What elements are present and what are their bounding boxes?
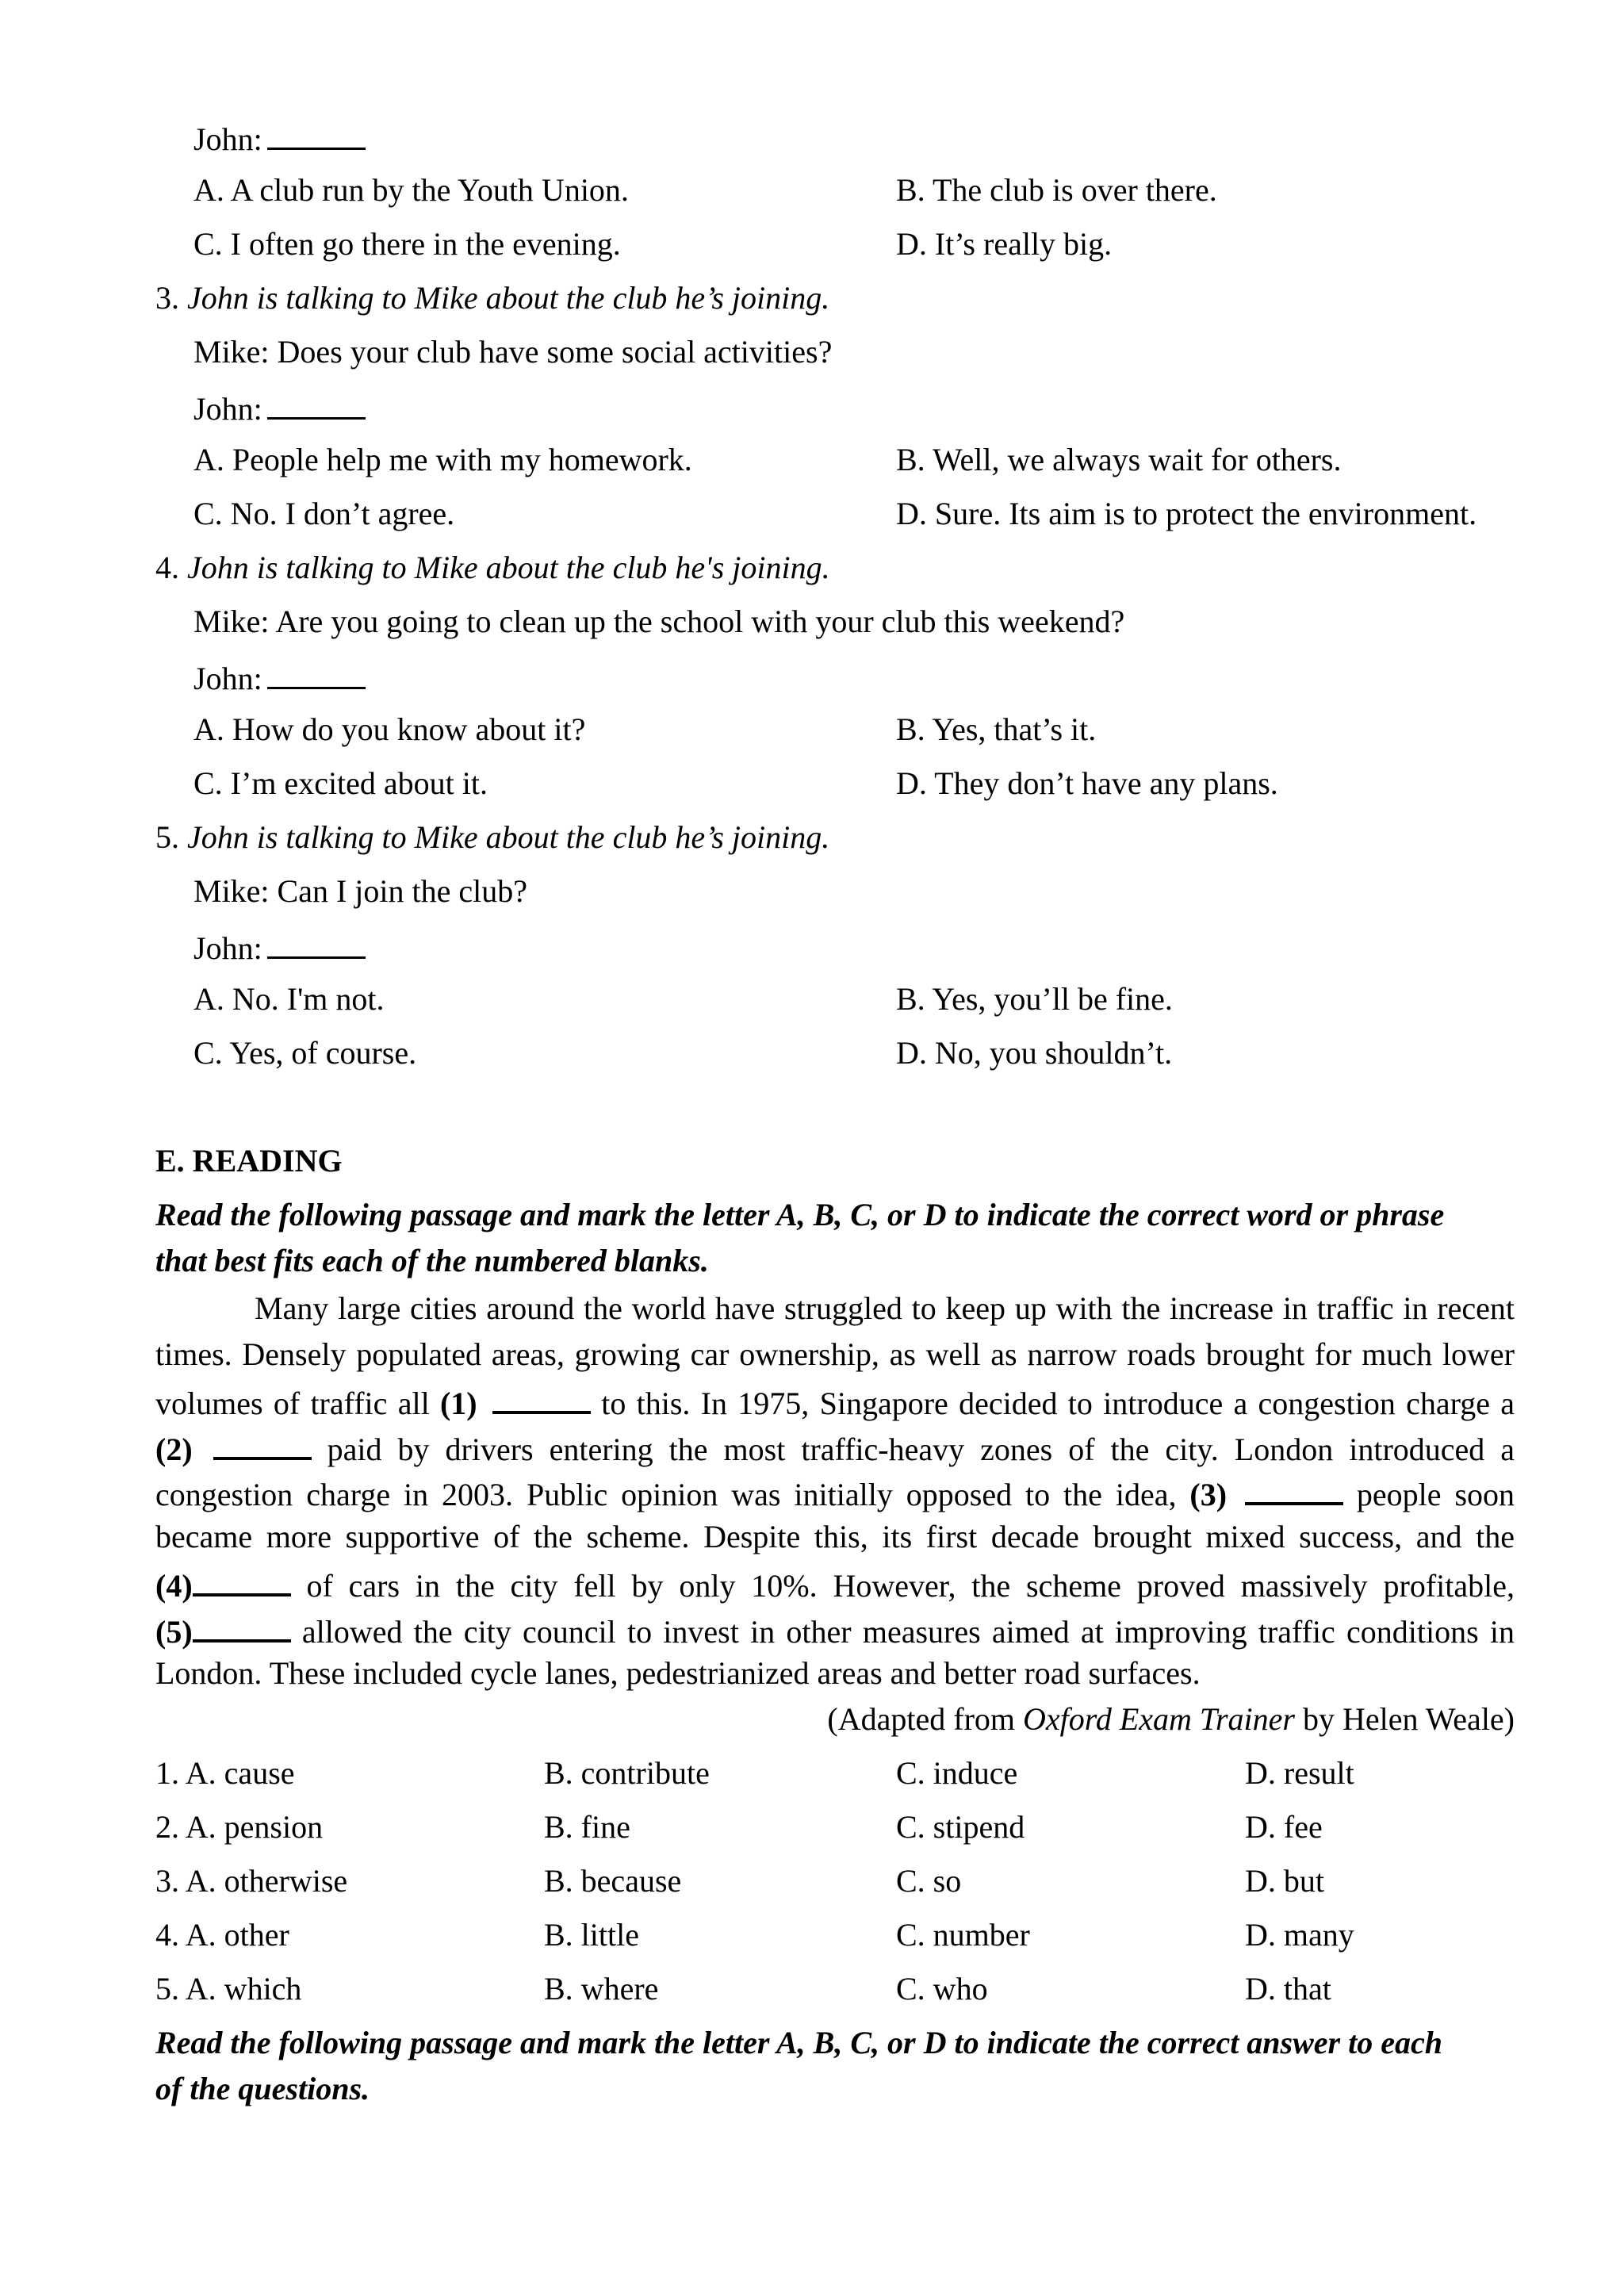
q2-answer-blank	[267, 121, 366, 150]
passage-line-7: (4) of cars in the city fell by only 10%. However, the scheme proved massively profitable,	[155, 1568, 1515, 1604]
choice-4-a: 4. A. other	[155, 1917, 289, 1953]
choice-5-b: B. where	[544, 1971, 659, 2007]
q5-answer-blank	[267, 930, 366, 959]
blank-5	[193, 1612, 291, 1642]
q5-option-a: A. No. I'm not.	[193, 981, 385, 1017]
reading-instruction-2-line-2: of the questions.	[155, 2071, 370, 2106]
choice-1-b: B. contribute	[544, 1755, 710, 1791]
q2-option-c: C. I often go there in the evening.	[193, 226, 621, 262]
choice-1-a: 1. A. cause	[155, 1755, 295, 1791]
choice-3-c: C. so	[896, 1863, 962, 1899]
q2-john-line	[193, 121, 366, 155]
q3-option-b: B. Well, we always wait for others.	[896, 442, 1342, 477]
blank-2-label: (2)	[155, 1431, 193, 1467]
q2-option-a: A. A club run by the Youth Union.	[193, 172, 629, 208]
q5-context-line	[155, 819, 830, 855]
reading-instruction-1-line-2: that best fits each of the numbered blanks.	[155, 1243, 709, 1278]
q3-option-d: D. Sure. Its aim is to protect the environment.	[896, 496, 1477, 531]
passage-line-1: Many large cities around the world have struggled to keep up with the increase in traffic in recent	[255, 1290, 1515, 1326]
q3-context-line	[155, 282, 829, 314]
q5-mike-line: Mike: Can I join the club?	[193, 873, 528, 909]
passage-line-9: London. These included cycle lanes, pedestrianized areas and better road surfaces.	[155, 1655, 1201, 1691]
q3-john-label: John:	[193, 391, 262, 427]
choice-2-b: B. fine	[544, 1809, 630, 1845]
blank-5-label: (5)	[155, 1613, 193, 1650]
q4-option-d: D. They don’t have any plans.	[896, 765, 1278, 801]
choice-4-b: B. little	[544, 1917, 639, 1953]
choice-5-c: C. who	[896, 1971, 988, 2007]
q4-answer-blank	[267, 660, 366, 689]
choice-2-c: C. stipend	[896, 1809, 1025, 1845]
q5-context: John is talking to Mike about the club he’s joining.	[187, 819, 830, 855]
passage-line-6: became more supportive of the scheme. Despite this, its first decade brought mixed success, and the	[155, 1518, 1515, 1554]
blank-4	[193, 1566, 291, 1596]
reading-passage	[155, 1290, 1515, 1704]
blank-1-label: (1)	[439, 1386, 477, 1421]
choice-5-a: 5. A. which	[155, 1971, 302, 2007]
choice-3-d: D. but	[1245, 1863, 1324, 1899]
q5-option-c: C. Yes, of course.	[193, 1035, 417, 1071]
q3-option-c: C. No. I don’t agree.	[193, 496, 455, 531]
passage-line-2: times. Densely populated areas, growing car ownership, as well as narrow roads brought for much lower	[155, 1336, 1515, 1372]
q4-option-c: C. I’m excited about it.	[193, 765, 488, 801]
choice-5-d: D. that	[1245, 1971, 1331, 2007]
q4-john-label: John:	[193, 661, 262, 696]
choice-4-d: D. many	[1245, 1917, 1354, 1953]
blank-4-label: (4)	[155, 1568, 193, 1604]
q4-context-line	[155, 552, 830, 584]
passage-line-5: congestion charge in 2003. Public opinion was initially opposed to the idea, (3) people soon	[155, 1477, 1515, 1512]
q3-mike-line: Mike: Does your club have some social activities?	[193, 334, 833, 370]
choice-3-a: 3. A. otherwise	[155, 1863, 348, 1899]
q5-john-label: John:	[193, 930, 262, 966]
blank-3-label: (3)	[1189, 1477, 1228, 1512]
choice-1-c: C. induce	[896, 1755, 1018, 1791]
q2-john-label: John:	[193, 121, 262, 157]
q4-mike-line: Mike: Are you going to clean up the school with your club this weekend?	[193, 604, 1125, 639]
passage-line-4: (2) paid by drivers entering the most traffic-heavy zones of the city. London introduced a	[155, 1431, 1515, 1467]
q4-number: 4.	[155, 550, 179, 585]
reading-instruction-2-line-1: Read the following passage and mark the letter A, B, C, or D to indicate the correct answer to each	[155, 2025, 1442, 2060]
passage-line-3: volumes of traffic all (1) to this. In 1975, Singapore decided to introduce a congestion charge a	[155, 1386, 1515, 1421]
passage-source: (Adapted from Oxford Exam Trainer by Helen Weale)	[827, 1701, 1515, 1737]
q4-john-line	[193, 660, 366, 695]
q4-option-a: A. How do you know about it?	[193, 711, 586, 747]
q2-option-b: B. The club is over there.	[896, 172, 1217, 208]
q3-john-line	[193, 390, 366, 425]
q3-option-a: A. People help me with my homework.	[193, 442, 692, 477]
choice-4-c: C. number	[896, 1917, 1030, 1953]
blank-3	[1245, 1475, 1343, 1505]
reading-heading: E. READING	[155, 1143, 343, 1179]
choice-2-a: 2. A. pension	[155, 1809, 324, 1845]
choice-2-d: D. fee	[1245, 1809, 1323, 1845]
q5-john-line	[193, 930, 366, 964]
reading-instruction-1-line-1: Read the following passage and mark the letter A, B, C, or D to indicate the correct word or phrase	[155, 1197, 1445, 1232]
q5-option-b: B. Yes, you’ll be fine.	[896, 981, 1173, 1017]
q3-answer-blank	[267, 390, 366, 420]
blank-1	[492, 1384, 591, 1414]
q3-number: 3.	[155, 280, 179, 316]
q4-option-b: B. Yes, that’s it.	[896, 711, 1097, 747]
q5-option-d: D. No, you shouldn’t.	[896, 1035, 1173, 1071]
q3-context: John is talking to Mike about the club he’s joining.	[187, 280, 830, 316]
blank-2	[213, 1430, 312, 1460]
source-title: Oxford Exam Trainer	[1023, 1701, 1295, 1737]
q4-context: John is talking to Mike about the club he's joining.	[187, 550, 830, 585]
q5-number: 5.	[155, 819, 179, 855]
choice-3-b: B. because	[544, 1863, 682, 1899]
choice-1-d: D. result	[1245, 1755, 1354, 1791]
q2-option-d: D. It’s really big.	[896, 226, 1113, 262]
passage-line-8: (5) allowed the city council to invest in other measures aimed at improving traffic conditions in	[155, 1613, 1515, 1650]
